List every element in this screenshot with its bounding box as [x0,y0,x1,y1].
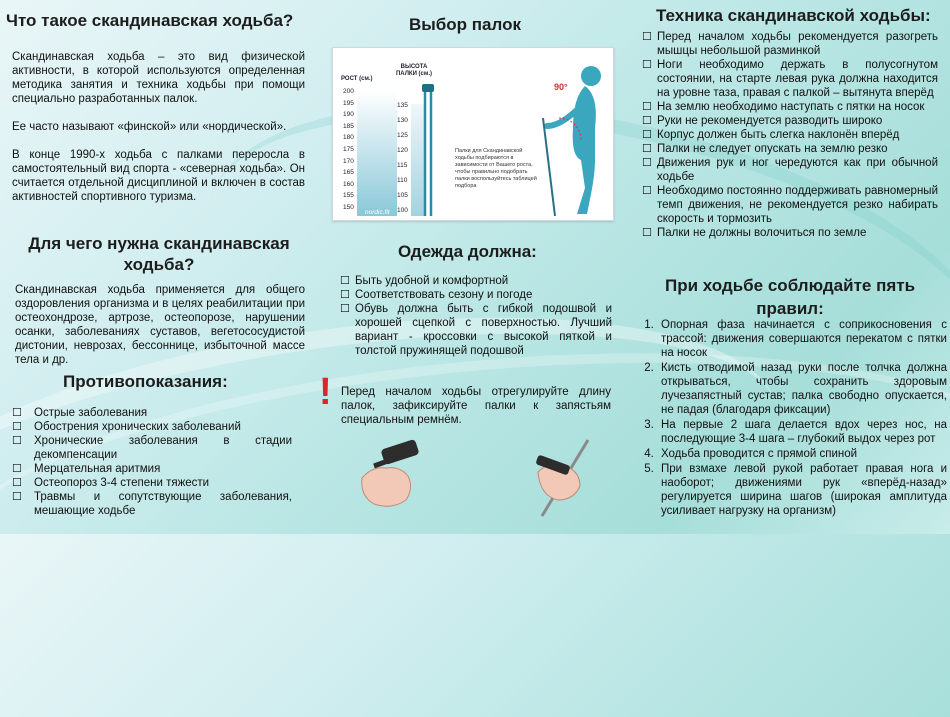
warning-text: Перед началом ходьбы отрегулируйте длину палок, зафиксируйте палки к запястьям специальным ремнём. [341,386,611,426]
height-value: 165 [343,169,354,177]
height-value: 160 [343,180,354,188]
brand-label: nordic.fit [365,209,390,216]
list-item: ☐ Ноги необходимо держать в полусогнутом состоянии, на старте левая рука должна находится на уровне таза, правая с палкой – вытянута вперёд [642,58,938,100]
height-value: 180 [343,134,354,142]
list-item: ☐ Палки не должны волочиться по земле [642,226,938,240]
pole-value: 125 [397,132,408,139]
list-item: 5. При взмахе левой рукой работает правая нога и наоборот; движениями рук «вперёд-назад» регулируется ширина шагов (широкая амплитуда усиливает нагрузку на организм) [657,462,947,518]
list-item: ☐ На землю необходимо наступать с пятки на носок [642,100,938,114]
height-value: 195 [343,99,354,107]
rules-list [635,318,947,519]
list-item: ☐ Мерцательная аритмия [12,462,292,476]
list-item: ☐ Палки не следует опускать на землю резко [642,142,938,156]
list-item: ☐ Остеопороз 3-4 степени тяжести [12,476,292,490]
pole-value: 115 [397,162,408,169]
technique-list [642,30,938,240]
pole-value: 100 [397,207,408,214]
list-item: ☐ Травмы и сопутствующие заболевания, мешающие ходьбе [12,490,292,518]
chart-note: Палки для Скандинавской ходьбы подбираются в зависимости от Вашего роста, чтобы правильно подобрать палки воспользуйтесь таблицей подбора [455,148,537,189]
list-item: ☐ Соответствовать сезону и погоде [340,288,612,302]
clothes-title: Одежда должна: [398,242,537,261]
pole-selection-chart [332,47,614,221]
list-item: 1. Опорная фаза начинается с соприкосновения с трассой: движения совершаются перекатом с пятки на носок [657,318,947,360]
height-value: 185 [343,122,354,130]
list-item: 4. Ходьба проводится с прямой спиной [657,447,947,461]
pole-grip-illustration [528,438,596,518]
why-title: Для чего нужна скандинавская ходьба? [28,234,290,274]
list-item: ☐ Обострения хронических заболеваний [12,420,292,434]
pole-value: 135 [397,102,408,109]
what-text [12,50,305,204]
what-paragraph: Скандинавская ходьба – это вид физической активности, в которой используются определенная методика занятия и техника ходьбы при помощи специально разработанных палок. [12,51,305,105]
list-item: 3. На первые 2 шага делается вдох через нос, на последующие 3-4 шага – глубокий выдох через рот [657,418,947,446]
rules-title: При ходьбе соблюдайте пять правил: [664,276,916,318]
why-paragraph: Скандинавская ходьба применяется для общего оздоровления организма и в целях реабилитации при остеохондрозе, артрозе, остеопорозе, нарушении осанки, заболеваниях суставов, вегетососудистой дистонии, неврозах, бессоннице, избыточной массе тела и др. [15,284,305,366]
list-item: ☐ Быть удобной и комфортной [340,274,612,288]
list-item: ☐ Движения рук и ног чередуются как при обычной ходьбе [642,156,938,184]
pole-value: 110 [397,177,408,184]
list-item: ☐ Руки не рекомендуется разводить широко [642,114,938,128]
clothes-list [340,274,612,358]
list-item: ☐ Корпус должен быть слегка наклонён вперёд [642,128,938,142]
list-item: ☐ Острые заболевания [12,406,292,420]
what-paragraph: В конце 1990-х ходьба с палками переросла в самостоятельный вид спорта - «северная ходьба». Он считается отдельной дисциплиной и включен в состав активностей спортивного туризма. [12,149,305,203]
list-item: ☐ Хронические заболевания в стадии декомпенсации [12,434,292,462]
height-value: 200 [343,88,354,95]
wrist-strap-illustration [352,438,422,513]
contra-title: Противопоказания: [63,372,228,391]
height-value: 175 [343,146,354,153]
what-paragraph: Ее часто называют «финской» или «нордической». [12,121,287,133]
warning-icon: ! [319,371,332,413]
list-item: ☐ Перед началом ходьбы рекомендуется разогреть мышцы небольшой разминкой [642,30,938,58]
pole-header: ВЫСОТА ПАЛКИ (см.) [395,64,432,77]
list-item: 2. Кисть отводимой назад руки после толчка должна открываться, чтобы сохранить здоровым лучезапястный сустав; палка свободно опускается, не падая (благодаря фиксации) [657,361,947,417]
height-value: 155 [343,192,354,200]
pole-value: 120 [397,147,408,154]
pole-illustration [333,48,613,220]
height-header: РОСТ (см.) [341,76,373,82]
list-item: ☐ Обувь должна быть с гибкой подошвой и хорошей сцепкой с поверхностью. Лучший вариант - кроссовки с высокой пяткой и толстой пружинящей подошвой [340,302,612,358]
height-value: 150 [343,204,354,211]
height-value: 170 [343,157,354,165]
list-item: ☐ Необходимо постоянно поддерживать равномерный темп движения, не рекомендуется резко набирать скорость и тормозить [642,184,938,226]
angle-label: 90° [554,82,568,92]
height-value: 190 [343,111,354,119]
what-title: Что такое скандинавская ходьба? [6,11,294,30]
pole-value: 130 [397,117,408,124]
poles-title: Выбор палок [409,15,521,34]
contra-list [12,406,292,518]
pole-value: 105 [397,192,408,199]
technique-title: Техника скандинавской ходьбы: [656,6,931,25]
